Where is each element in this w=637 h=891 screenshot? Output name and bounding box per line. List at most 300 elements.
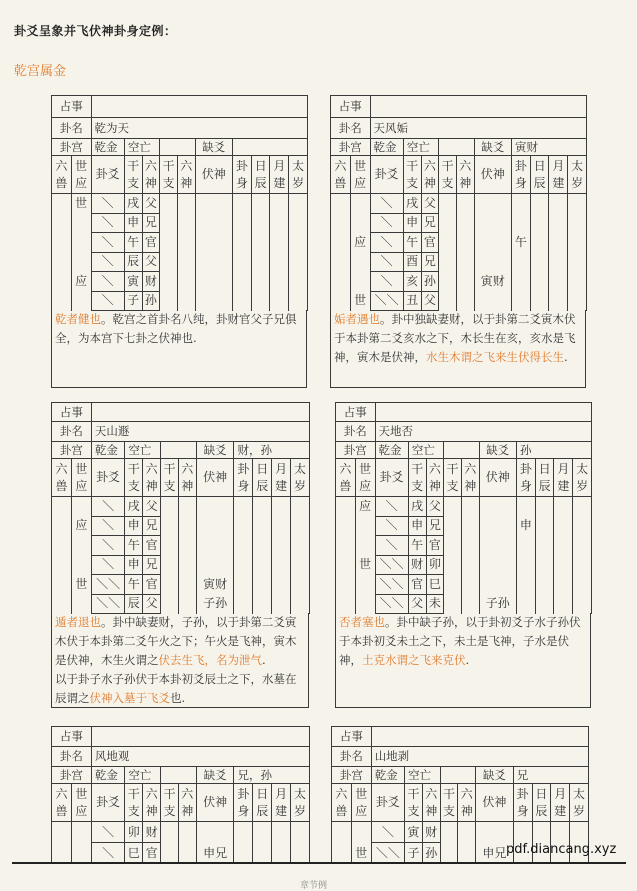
yao-line-cell: ＼: [370, 194, 403, 214]
day-cell: [251, 233, 270, 253]
shi-ying-cell: [71, 843, 91, 864]
gua-body-cell: [234, 843, 253, 864]
beast-cell: [52, 594, 72, 614]
ganzhi2-cell: [160, 213, 178, 233]
yao-line-cell: ＼＼: [371, 843, 404, 864]
shi-ying-cell: [355, 516, 375, 536]
beast-cell: [336, 516, 356, 536]
yao-row: [331, 252, 587, 272]
month-cell: [554, 575, 573, 595]
yao-row: [336, 555, 592, 575]
column-header: 日辰: [253, 459, 272, 497]
hidden-spirit-cell: [195, 252, 232, 272]
page-number: 章节例: [300, 881, 328, 891]
hexagram-description: [335, 613, 591, 708]
yao-line-cell: ＼: [91, 252, 124, 272]
description-paragraph: [55, 670, 305, 708]
hexagram-name: 天风姤: [370, 118, 586, 139]
ganzhi-cell: 辰: [125, 594, 143, 614]
month-cell: [270, 194, 289, 214]
liuqin-cell: 兄: [143, 516, 161, 536]
gua-body-cell: [233, 272, 252, 292]
liushen-cell: [461, 516, 479, 536]
year-cell: [289, 213, 308, 233]
year-cell: [291, 497, 310, 517]
year-cell: [573, 497, 592, 517]
column-header: 日辰: [253, 784, 272, 822]
liushen-cell: [178, 555, 196, 575]
hidden-spirit-cell: [196, 516, 234, 536]
liuqin-cell: 孙: [142, 291, 160, 311]
ganzhi-cell: 子: [405, 843, 423, 864]
beast-cell: [336, 594, 356, 614]
yao-line-cell: ＼: [91, 272, 124, 292]
year-cell: [291, 536, 310, 556]
hexagram-description: [51, 613, 309, 708]
column-header: 月建: [549, 156, 568, 194]
shi-ying-cell: 应: [355, 497, 375, 517]
yao-line-cell: ＼＼: [375, 575, 408, 595]
year-cell: [291, 843, 310, 864]
ganzhi-cell: 申: [124, 213, 142, 233]
ganzhi2-cell: [439, 291, 457, 311]
year-cell: [568, 252, 587, 272]
ganzhi2-cell: [444, 497, 462, 517]
guagong-label: 卦宫: [336, 442, 376, 459]
beast-cell: [332, 822, 352, 843]
liuqin-cell: 孙: [421, 272, 439, 292]
gua-body-cell: [512, 194, 531, 214]
shi-ying-cell: 应: [71, 516, 91, 536]
year-cell: [289, 272, 308, 292]
month-cell: [549, 213, 568, 233]
kongwang-value: [440, 767, 476, 784]
column-header: 干支: [405, 784, 423, 822]
ganzhi2-cell: [160, 194, 178, 214]
yao-row: [52, 575, 310, 595]
beast-cell: [52, 291, 72, 311]
liushen-cell: [177, 233, 195, 253]
highlight-text: 土克水谓之飞来克伏: [362, 653, 466, 667]
yao-line-cell: ＼: [91, 555, 125, 575]
day-cell: [535, 516, 554, 536]
hexagram-description: [51, 310, 307, 388]
kongwang-value: [161, 767, 197, 784]
beast-cell: [336, 536, 356, 556]
year-cell: [573, 575, 592, 595]
column-header: 六神: [422, 784, 440, 822]
ganzhi-cell: 寅: [124, 272, 142, 292]
ganzhi2-cell: [161, 575, 179, 595]
gua-body-cell: [517, 536, 536, 556]
month-cell: [272, 594, 291, 614]
hidden-spirit-cell: [479, 555, 516, 575]
year-cell: [570, 822, 589, 843]
year-cell: [289, 291, 308, 311]
column-header: 卦身: [513, 784, 532, 822]
ganzhi2-cell: [439, 252, 457, 272]
hidden-spirit-cell: 寅财: [474, 272, 511, 292]
hidden-spirit-cell: [195, 233, 232, 253]
ganzhi-cell: 午: [403, 233, 421, 253]
hidden-spirit-cell: [195, 213, 232, 233]
beast-cell: [331, 252, 351, 272]
yao-row: [52, 272, 308, 292]
ganzhi2-cell: [439, 194, 457, 214]
shi-ying-cell: 应: [71, 272, 91, 292]
ganzhi-cell: 午: [124, 233, 142, 253]
zhanshi-value: [370, 96, 586, 118]
yao-row: [52, 843, 310, 864]
yao-line-cell: ＼: [91, 194, 124, 214]
yao-line-cell: ＼: [91, 822, 125, 843]
kongwang-label: 空亡: [125, 442, 161, 459]
beast-cell: [332, 843, 352, 864]
column-header: 六神: [177, 156, 195, 194]
liuqin-cell: 父: [143, 594, 161, 614]
ganzhi-cell: 辰: [124, 252, 142, 272]
gua-body-cell: [234, 555, 253, 575]
beast-cell: [336, 555, 356, 575]
column-header: 太岁: [573, 459, 592, 497]
zhanshi-value: [91, 727, 309, 747]
column-header: 月建: [270, 156, 289, 194]
liuqin-cell: 官: [143, 536, 161, 556]
ganzhi2-cell: [440, 822, 458, 843]
liuqin-cell: 财: [422, 822, 440, 843]
beast-cell: [331, 213, 351, 233]
column-header: 六神: [461, 459, 479, 497]
year-cell: [568, 213, 587, 233]
beast-cell: [52, 575, 72, 595]
palace-value: 乾金: [371, 767, 404, 784]
liuqin-cell: 兄: [421, 252, 439, 272]
yao-line-cell: ＼＼: [375, 555, 408, 575]
ganzhi-cell: 巳: [125, 843, 143, 864]
yao-line-cell: ＼: [370, 213, 403, 233]
liushen-cell: [177, 194, 195, 214]
yao-row: [331, 213, 587, 233]
column-header: 干支: [161, 459, 179, 497]
palace-value: 乾金: [91, 767, 125, 784]
month-cell: [272, 516, 291, 536]
column-header: 干支: [439, 156, 457, 194]
zhanshi-value: [371, 727, 588, 747]
column-header: 世应: [350, 156, 370, 194]
yao-line-cell: ＼: [370, 252, 403, 272]
column-header: 伏神: [474, 156, 511, 194]
body-text: 。卦中独缺妻财，以于卦第二爻寅木伏于本卦第二爻亥水之下，木长生在亥，亥水是飞神，寅木是伏神，: [334, 312, 576, 364]
yao-line-cell: ＼: [91, 497, 125, 517]
column-header: 日辰: [251, 156, 270, 194]
column-header: 六兽: [52, 784, 72, 822]
hidden-spirit-cell: 寅财: [196, 575, 234, 595]
description-paragraph: [55, 310, 303, 348]
beast-cell: [52, 272, 72, 292]
gua-body-cell: [517, 575, 536, 595]
shi-ying-cell: [350, 272, 370, 292]
liushen-cell: [461, 536, 479, 556]
column-header: 卦爻: [91, 156, 124, 194]
shi-ying-cell: 世: [355, 555, 375, 575]
ganzhi-cell: 亥: [403, 272, 421, 292]
yao-line-cell: ＼: [91, 843, 125, 864]
beast-cell: [336, 575, 356, 595]
yao-row: [52, 497, 310, 517]
column-header: 卦身: [233, 156, 252, 194]
gua-body-cell: [234, 516, 253, 536]
yao-row: [52, 594, 310, 614]
beast-cell: [52, 252, 72, 272]
column-header: 卦爻: [375, 459, 408, 497]
column-header: 月建: [272, 784, 291, 822]
hidden-spirit-cell: [195, 272, 232, 292]
gua-body-cell: [234, 822, 253, 843]
zhanshi-value: [91, 96, 307, 118]
column-header: 六兽: [52, 459, 72, 497]
gua-body-cell: [512, 252, 531, 272]
ganzhi2-cell: [439, 272, 457, 292]
beast-cell: [331, 194, 351, 214]
liushen-cell: [456, 272, 474, 292]
beast-cell: [52, 233, 72, 253]
highlight-text: 否者塞也: [339, 615, 385, 629]
hidden-spirit-cell: [474, 194, 511, 214]
column-header: 六神: [456, 156, 474, 194]
guagong-label: 卦宫: [52, 139, 92, 156]
column-header: 干支: [403, 156, 421, 194]
liushen-cell: [178, 843, 196, 864]
column-header: 六兽: [52, 156, 72, 194]
section-subheading: 乾宫属金: [14, 64, 67, 79]
month-cell: [272, 536, 291, 556]
shi-ying-cell: 世: [71, 575, 91, 595]
liuqin-cell: 父: [421, 194, 439, 214]
shi-ying-cell: 应: [350, 233, 370, 253]
liuqin-cell: 官: [143, 843, 161, 864]
month-cell: [270, 213, 289, 233]
year-cell: [568, 233, 587, 253]
shi-ying-cell: [71, 252, 91, 272]
gua-body-cell: [512, 213, 531, 233]
liushen-cell: [458, 822, 476, 843]
beast-cell: [52, 194, 72, 214]
kongwang-value: [161, 442, 197, 459]
shi-ying-cell: [71, 291, 91, 311]
yao-row: [332, 822, 589, 843]
palace-value: 乾金: [91, 139, 124, 156]
liuqin-cell: 父: [421, 291, 439, 311]
liuqin-cell: 官: [142, 233, 160, 253]
month-cell: [272, 575, 291, 595]
ganzhi2-cell: [161, 594, 179, 614]
hexagram-name: 山地剥: [371, 747, 588, 767]
month-cell: [270, 291, 289, 311]
day-cell: [530, 233, 549, 253]
liuqin-cell: 巳: [426, 575, 444, 595]
highlight-text: 水生木谓之飞来生伏得长生: [426, 350, 564, 364]
month-cell: [554, 555, 573, 575]
yao-row: [331, 272, 587, 292]
liuqin-cell: 兄: [426, 516, 444, 536]
year-cell: [289, 233, 308, 253]
day-cell: [530, 272, 549, 292]
queyao-label: 缺爻: [474, 139, 511, 156]
body-text: 也.: [170, 691, 186, 705]
ganzhi2-cell: [161, 843, 179, 864]
column-header: 卦身: [234, 459, 253, 497]
month-cell: [272, 822, 291, 843]
month-cell: [270, 272, 289, 292]
ganzhi2-cell: [161, 516, 179, 536]
beast-cell: [331, 272, 351, 292]
queyao-label: 缺爻: [476, 767, 514, 784]
column-header: 世应: [355, 459, 375, 497]
month-cell: [270, 233, 289, 253]
watermark-text: pdf.diancang.xyz: [506, 842, 617, 857]
guaming-label: 卦名: [332, 747, 372, 767]
column-header: 六神: [143, 459, 161, 497]
queyao-label: 缺爻: [195, 139, 232, 156]
month-cell: [549, 252, 568, 272]
column-header: 日辰: [535, 459, 554, 497]
beast-cell: [52, 843, 72, 864]
hidden-spirit-cell: 申兄: [196, 843, 234, 864]
day-cell: [530, 252, 549, 272]
day-cell: [535, 575, 554, 595]
missing-yao-value: 财，孙: [234, 442, 310, 459]
column-header: 六神: [426, 459, 444, 497]
column-header: 干支: [440, 784, 458, 822]
month-cell: [270, 252, 289, 272]
highlight-text: 遁者退也: [55, 615, 101, 629]
ganzhi2-cell: [440, 843, 458, 864]
gua-body-cell: 午: [512, 233, 531, 253]
liuqin-cell: 兄: [421, 213, 439, 233]
liuqin-cell: 父: [143, 497, 161, 517]
liushen-cell: [461, 555, 479, 575]
liushen-cell: [461, 594, 479, 614]
month-cell: [549, 194, 568, 214]
column-header: 太岁: [570, 784, 589, 822]
day-cell: [532, 822, 551, 843]
liushen-cell: [178, 516, 196, 536]
column-header: 太岁: [568, 156, 587, 194]
highlight-text: 伏去生飞，名为泄气: [158, 653, 262, 667]
hexagram-name: 天山遯: [91, 422, 309, 442]
hidden-spirit-cell: 申兄: [476, 843, 514, 864]
column-header: 六神: [142, 156, 160, 194]
hexagram-name: 天地否: [375, 422, 591, 442]
column-header: 太岁: [289, 156, 308, 194]
yao-line-cell: ＼: [370, 233, 403, 253]
hidden-spirit-cell: [479, 536, 516, 556]
hidden-spirit-cell: [479, 516, 516, 536]
day-cell: [251, 291, 270, 311]
yao-row: [336, 575, 592, 595]
shi-ying-cell: [350, 194, 370, 214]
ganzhi2-cell: [444, 516, 462, 536]
beast-cell: [52, 822, 72, 843]
yao-line-cell: ＼: [375, 497, 408, 517]
yao-row: [52, 233, 308, 253]
zhanshi-value: [375, 403, 591, 422]
kongwang-value: [160, 139, 195, 156]
year-cell: [573, 594, 592, 614]
gua-body-cell: [517, 497, 536, 517]
month-cell: [549, 291, 568, 311]
highlight-text: 乾者健也: [55, 312, 101, 326]
gua-body-cell: [233, 252, 252, 272]
liuqin-cell: 父: [142, 252, 160, 272]
zhanshi-label: 占事: [331, 96, 371, 118]
column-header: 月建: [551, 784, 570, 822]
year-cell: [289, 252, 308, 272]
year-cell: [568, 194, 587, 214]
column-header: 干支: [125, 459, 143, 497]
day-cell: [253, 843, 272, 864]
missing-yao-value: 寅财: [512, 139, 587, 156]
column-header: 太岁: [291, 784, 310, 822]
ganzhi-cell: 财: [408, 555, 426, 575]
liushen-cell: [177, 252, 195, 272]
liuqin-cell: 卯: [426, 555, 444, 575]
kongwang-label: 空亡: [403, 139, 438, 156]
guagong-label: 卦宫: [331, 139, 371, 156]
ganzhi-cell: 戌: [125, 497, 143, 517]
liuqin-cell: 兄: [142, 213, 160, 233]
shi-ying-cell: 世: [71, 194, 91, 214]
gua-body-cell: [234, 536, 253, 556]
column-header: 干支: [444, 459, 462, 497]
ganzhi2-cell: [444, 555, 462, 575]
shi-ying-cell: [71, 822, 91, 843]
day-cell: [253, 536, 272, 556]
yao-line-cell: ＼: [375, 516, 408, 536]
liushen-cell: [456, 213, 474, 233]
queyao-label: 缺爻: [479, 442, 516, 459]
column-header: 六神: [458, 784, 476, 822]
palace-value: 乾金: [91, 442, 125, 459]
column-header: 六兽: [331, 156, 351, 194]
day-cell: [530, 213, 549, 233]
zhanshi-label: 占事: [336, 403, 376, 422]
year-cell: [573, 555, 592, 575]
body-text: 以于卦子水子孙伏于本卦初爻辰土之下，水墓在辰谓之: [55, 672, 297, 705]
yao-row: [336, 594, 592, 614]
ganzhi2-cell: [160, 233, 178, 253]
column-header: 伏神: [196, 784, 234, 822]
shi-ying-cell: [71, 213, 91, 233]
liushen-cell: [177, 291, 195, 311]
gua-body-cell: [233, 233, 252, 253]
gua-body-cell: [234, 575, 253, 595]
yao-line-cell: ＼: [91, 516, 125, 536]
hidden-spirit-cell: [474, 233, 511, 253]
ganzhi2-cell: [160, 272, 178, 292]
gua-body-cell: [233, 291, 252, 311]
gua-body-cell: [512, 291, 531, 311]
column-header: 干支: [161, 784, 179, 822]
beast-cell: [52, 536, 72, 556]
ganzhi-cell: 申: [125, 516, 143, 536]
shi-ying-cell: [351, 822, 371, 843]
ganzhi2-cell: [161, 536, 179, 556]
ganzhi-cell: 戌: [124, 194, 142, 214]
column-header: 干支: [124, 156, 142, 194]
yao-row: [52, 291, 308, 311]
beast-cell: [52, 497, 72, 517]
